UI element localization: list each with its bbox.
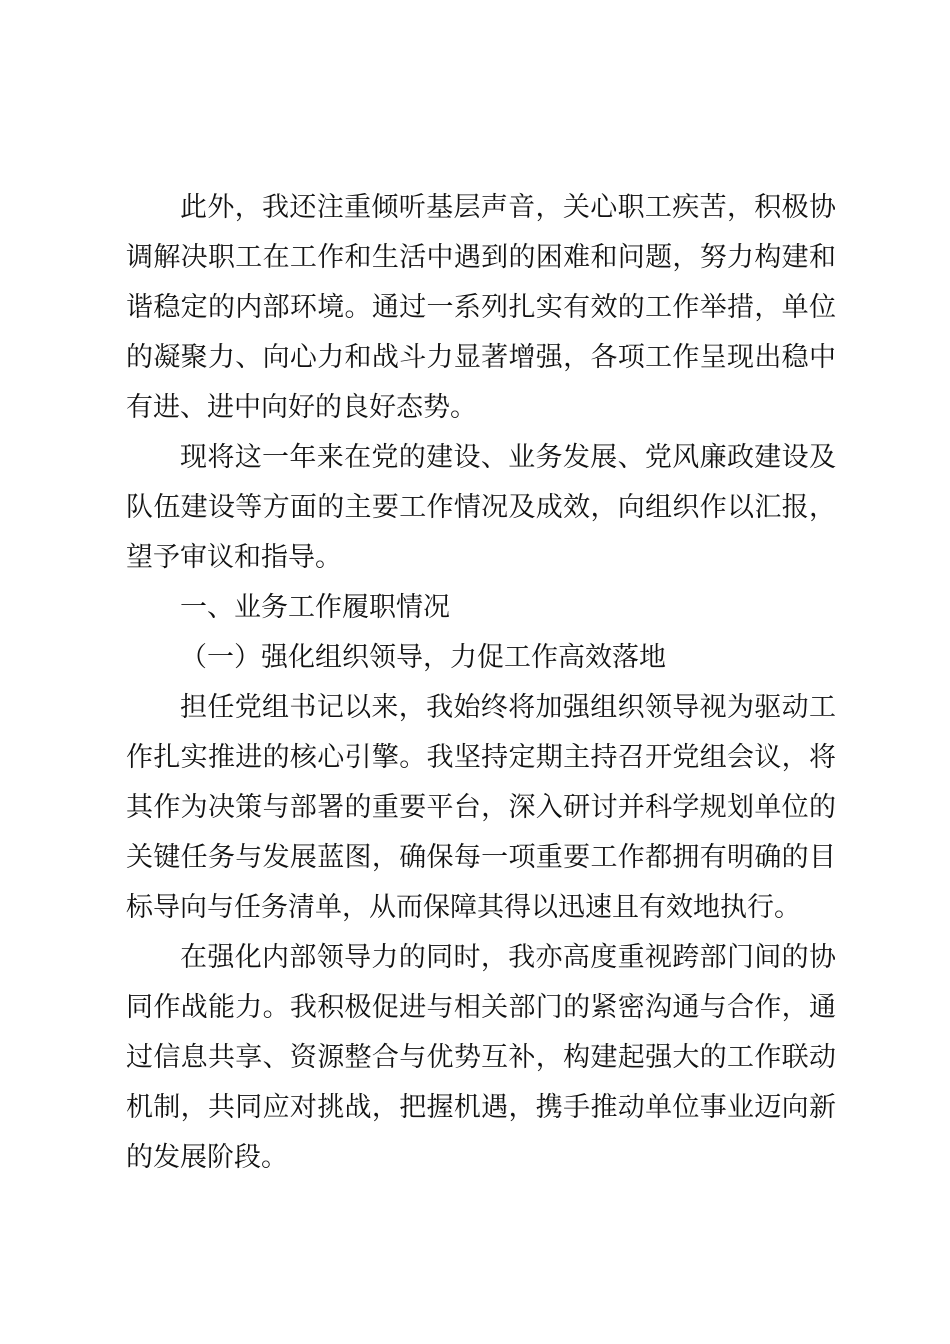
- document-body: [126, 183, 836, 1183]
- section-heading: 一、业务工作履职情况: [180, 592, 450, 623]
- paragraph-cooperation: 在强化内部领导力的同时，我亦高度重视跨部门间的协同作战能力。我积极促进与相关部门的紧密沟通与合作，通过信息共享、资源整合与优势互补，构建起强大的工作联动机制，共同应对挑战，把握机遇，携手推动单位事业迈向新的发展阶段。: [126, 942, 836, 1173]
- paragraph-leadership: 担任党组书记以来，我始终将加强组织领导视为驱动工作扎实推进的核心引擎。我坚持定期主持召开党组会议，将其作为决策与部署的重要平台，深入研讨并科学规划单位的关键任务与发展蓝图，确保每一项重要工作都拥有明确的目标导向与任务清单，从而保障其得以迅速且有效地执行。: [126, 692, 836, 923]
- paragraph-report-statement: 现将这一年来在党的建设、业务发展、党风廉政建设及队伍建设等方面的主要工作情况及成效，向组织作以汇报，望予审议和指导。: [126, 442, 836, 573]
- subsection-heading: （一）强化组织领导，力促工作高效落地: [180, 642, 666, 673]
- paragraph-intro: 此外，我还注重倾听基层声音，关心职工疾苦，积极协调解决职工在工作和生活中遇到的困难和问题，努力构建和谐稳定的内部环境。通过一系列扎实有效的工作举措，单位的凝聚力、向心力和战斗力显著增强，各项工作呈现出稳中有进、进中向好的良好态势。: [126, 192, 836, 423]
